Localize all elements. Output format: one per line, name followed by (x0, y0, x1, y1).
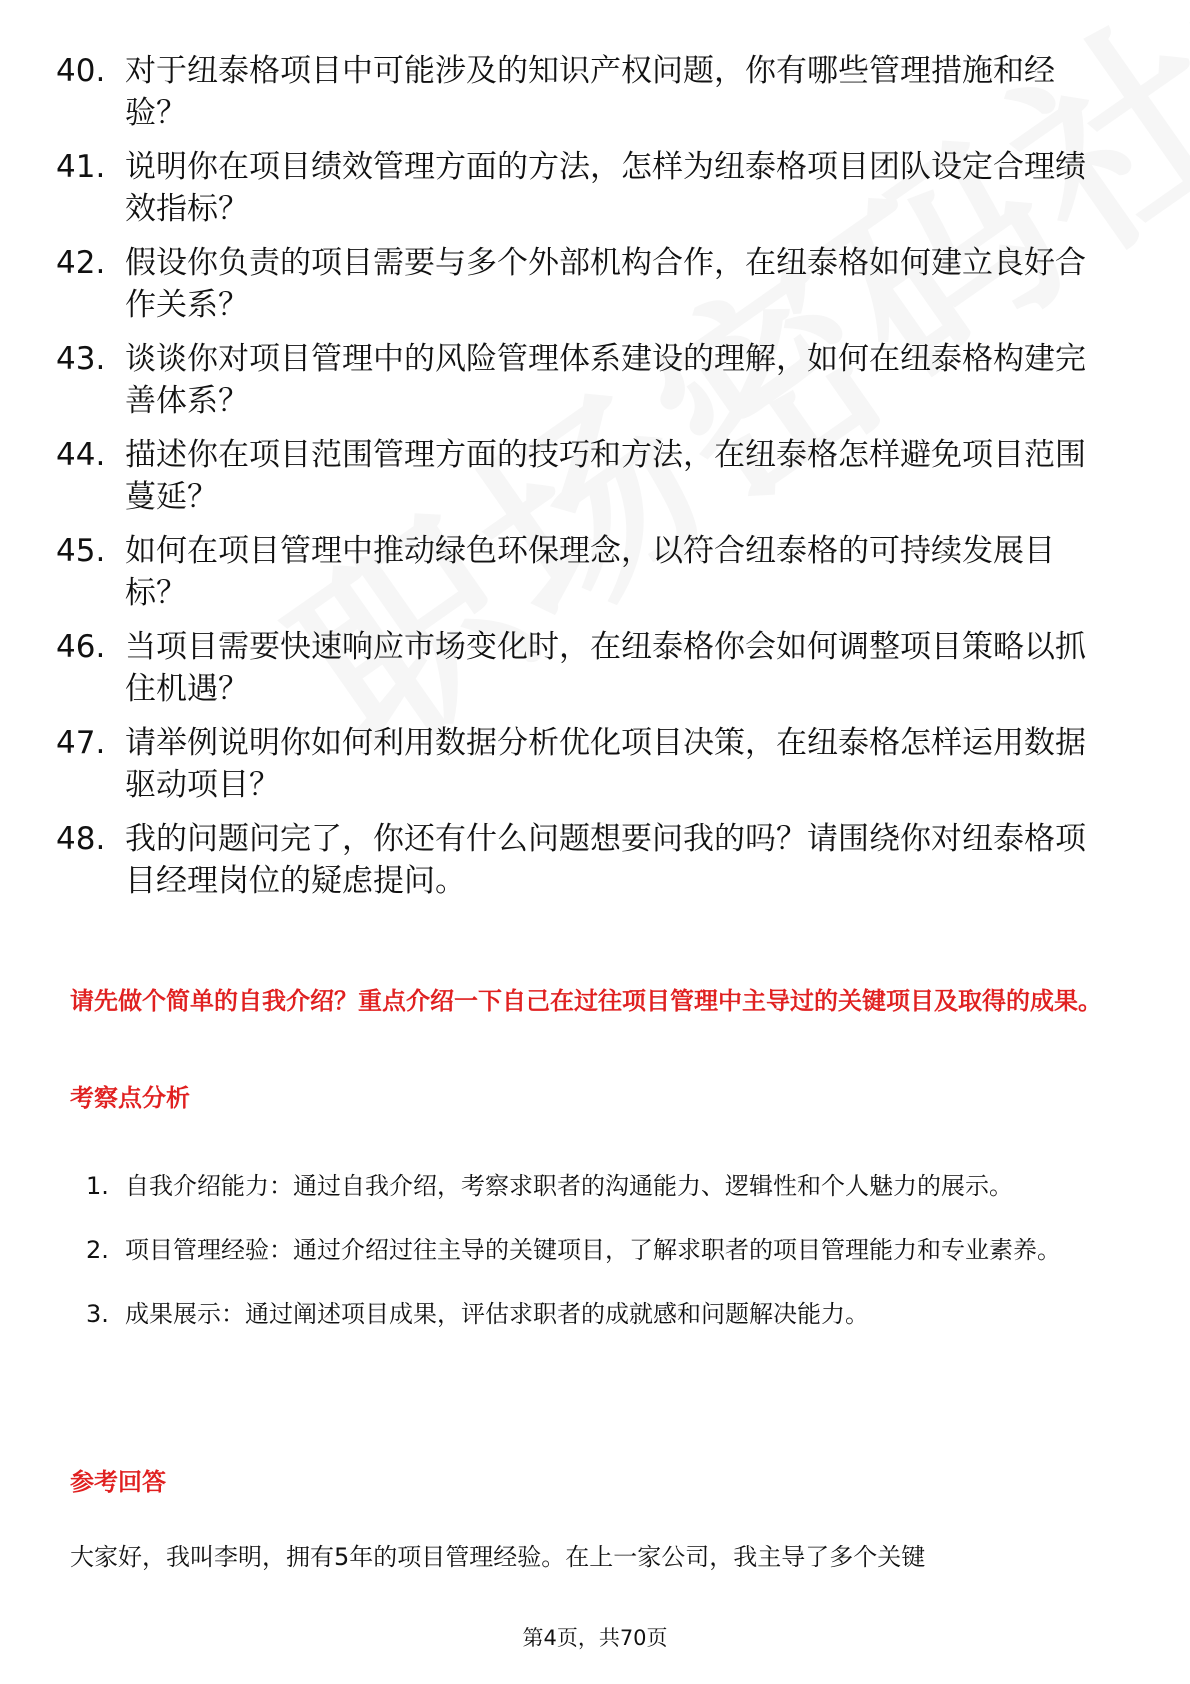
question-text: 如何在项目管理中推动绿色环保理念，以符合纽泰格的可持续发展目标？ (125, 533, 1055, 611)
question-item (52, 530, 1112, 614)
question-item (52, 338, 1112, 422)
question-item (52, 50, 1112, 134)
question-item (52, 242, 1112, 326)
question-number: 43. (56, 341, 106, 377)
question-item (52, 722, 1112, 806)
question-item (52, 434, 1112, 518)
analysis-item (70, 1158, 1120, 1214)
question-number: 46. (56, 629, 106, 665)
analysis-list (70, 1158, 1120, 1350)
analysis-number: 2. (86, 1236, 109, 1264)
question-text: 请举例说明你如何利用数据分析优化项目决策，在纽泰格怎样运用数据驱动项目？ (125, 725, 1086, 803)
question-text: 假设你负责的项目需要与多个外部机构合作，在纽泰格如何建立良好合作关系？ (125, 245, 1086, 323)
analysis-item (70, 1286, 1120, 1342)
question-text: 描述你在项目范围管理方面的技巧和方法，在纽泰格怎样避免项目范围蔓延？ (125, 437, 1086, 515)
question-list (52, 50, 1112, 914)
analysis-item (70, 1222, 1120, 1278)
analysis-text: 自我介绍能力：通过自我介绍，考察求职者的沟通能力、逻辑性和个人魅力的展示。 (125, 1172, 1013, 1200)
page-footer: 第4页，共70页 (522, 1626, 668, 1650)
question-item (52, 146, 1112, 230)
question-item (52, 626, 1112, 710)
analysis-number: 1. (86, 1172, 109, 1200)
answer-heading: 参考回答 (70, 1468, 166, 1496)
question-number: 44. (56, 437, 106, 473)
analysis-number: 3. (86, 1300, 109, 1328)
question-text: 谈谈你对项目管理中的风险管理体系建设的理解，如何在纽泰格构建完善体系？ (125, 341, 1086, 419)
question-number: 47. (56, 725, 106, 761)
highlight-question: 请先做个简单的自我介绍？重点介绍一下自己在过往项目管理中主导过的关键项目及取得的成果。 (70, 987, 1102, 1015)
question-item (52, 818, 1112, 902)
analysis-text: 项目管理经验：通过介绍过往主导的关键项目，了解求职者的项目管理能力和专业素养。 (125, 1236, 1061, 1264)
question-text: 我的问题问完了，你还有什么问题想要问我的吗？请围绕你对纽泰格项目经理岗位的疑虑提问。 (125, 821, 1086, 899)
question-text: 当项目需要快速响应市场变化时，在纽泰格你会如何调整项目策略以抓住机遇？ (125, 629, 1086, 707)
analysis-text: 成果展示：通过阐述项目成果，评估求职者的成就感和问题解决能力。 (125, 1300, 869, 1328)
question-number: 48. (56, 821, 106, 857)
question-number: 42. (56, 245, 106, 281)
answer-text: 大家好，我叫李明，拥有5年的项目管理经验。在上一家公司，我主导了多个关键 (70, 1543, 926, 1571)
analysis-heading: 考察点分析 (70, 1084, 190, 1112)
question-text: 说明你在项目绩效管理方面的方法，怎样为纽泰格项目团队设定合理绩效指标？ (125, 149, 1086, 227)
question-number: 45. (56, 533, 106, 569)
question-number: 40. (56, 53, 106, 89)
question-text: 对于纽泰格项目中可能涉及的知识产权问题，你有哪些管理措施和经验？ (125, 53, 1055, 131)
question-number: 41. (56, 149, 106, 185)
